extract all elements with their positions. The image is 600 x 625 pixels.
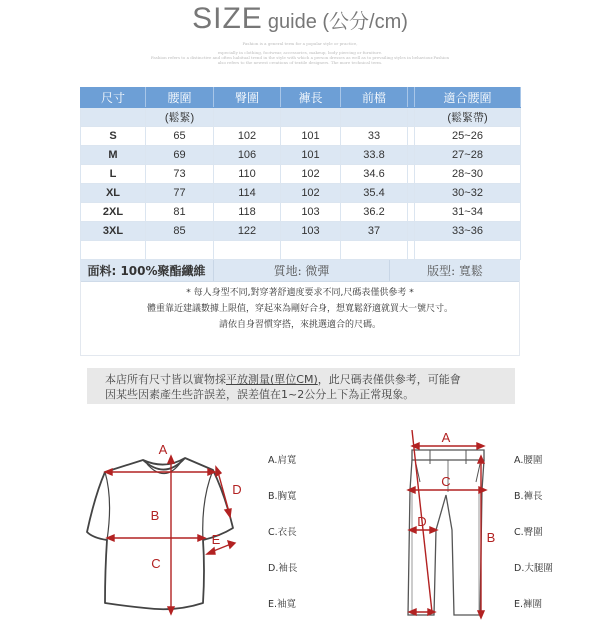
- filler-line-2: especially in clothing, footwear, accessories, makeup, body piercing or furniture.: [217, 50, 383, 55]
- pants-diagram: [400, 430, 500, 620]
- title-guide: guide (公分/cm): [267, 11, 408, 33]
- cell-fit-waist: 25~26: [415, 127, 521, 146]
- header-length: 褲長: [281, 88, 341, 108]
- tshirt-legend-d: D.袖長: [268, 563, 298, 574]
- subheader-cell: [81, 108, 146, 127]
- cell-hip: 118: [214, 203, 281, 222]
- table-row: [81, 184, 521, 203]
- pants-legend-c: C.臀圍: [514, 527, 543, 538]
- cell-length: 101: [281, 146, 341, 165]
- cell-spacer: [408, 222, 415, 241]
- table-row: [81, 127, 521, 146]
- subheader-cell: [214, 108, 281, 127]
- cell-fit-waist: 33~36: [415, 222, 521, 241]
- table-row: [81, 203, 521, 222]
- cell-spacer: [408, 184, 415, 203]
- disclaimer-text: 本店所有尺寸皆以實物採: [105, 373, 226, 386]
- cell-rise: 34.6: [341, 165, 408, 184]
- table-row: [81, 222, 521, 241]
- pants-legend-b: B.褲長: [514, 491, 543, 502]
- empty-cell: [81, 241, 146, 260]
- table-row: [81, 165, 521, 184]
- cell-fit-waist: 30~32: [415, 184, 521, 203]
- note-line-3: 請依自身習慣穿搭，來挑選適合的尺碼。: [218, 320, 381, 330]
- cell-length: 103: [281, 222, 341, 241]
- cell-fit-waist: 27~28: [415, 146, 521, 165]
- disclaimer-text: ，此尺碼表僅供參考，可能會: [317, 373, 461, 386]
- disclaimer-line-2: 因某些因素產生些許誤差，誤差值在1~2公分上下為正常現象。: [105, 388, 415, 401]
- cell-length: 101: [281, 127, 341, 146]
- tshirt-label-d: D: [232, 482, 242, 497]
- size-table: [80, 87, 521, 260]
- cell-spacer: [408, 165, 415, 184]
- fabric-texture: 質地: 微彈: [214, 260, 390, 281]
- empty-cell: [214, 241, 281, 260]
- cell-spacer: [408, 127, 415, 146]
- filler-line-3: Fashion refers to a distinctive and often habitual trend in the style with which a person dresses as well as to prevailing styles in behaviour.Fashion: [150, 55, 450, 60]
- tshirt-label-b: B: [150, 508, 160, 523]
- cell-rise: 35.4: [341, 184, 408, 203]
- subheader-cell: [408, 108, 415, 127]
- tshirt-legend-a: A.肩寬: [268, 455, 297, 466]
- cell-size: XL: [81, 184, 146, 203]
- empty-cell: [415, 241, 521, 260]
- cell-size: S: [81, 127, 146, 146]
- cell-hip: 102: [214, 127, 281, 146]
- pants-label-c: C: [441, 474, 451, 489]
- pants-legend-a: A.腰圍: [514, 455, 543, 466]
- cell-length: 102: [281, 165, 341, 184]
- cell-hip: 114: [214, 184, 281, 203]
- tshirt-label-a: A: [158, 442, 168, 457]
- tshirt-legend-c: C.衣長: [268, 527, 297, 538]
- header-hip: 臀圍: [214, 88, 281, 108]
- cell-size: L: [81, 165, 146, 184]
- cell-waist: 85: [146, 222, 214, 241]
- filler-line-4: also refers to the newest creations of textile designers. The more technical term.: [217, 60, 383, 65]
- cell-rise: 37: [341, 222, 408, 241]
- header-spacer: [408, 88, 415, 108]
- note-line-2: 體重靠近建議數據上限值，穿起來為剛好合身，想寬鬆舒適就買大一號尺寸。: [146, 304, 453, 314]
- table-empty-row: [81, 241, 521, 260]
- empty-cell: [281, 241, 341, 260]
- subheader-fit-waist: (鬆緊帶): [415, 108, 521, 127]
- cell-hip: 106: [214, 146, 281, 165]
- measurement-disclaimer: [87, 368, 515, 404]
- header-fit-waist: 適合腰圍: [415, 88, 521, 108]
- disclaimer-line-1: [105, 372, 515, 387]
- cell-waist: 69: [146, 146, 214, 165]
- pants-label-a: A: [441, 430, 451, 445]
- cell-fit-waist: 28~30: [415, 165, 521, 184]
- header-waist: 腰圍: [146, 88, 214, 108]
- empty-cell: [146, 241, 214, 260]
- pants-legend-e: E.褲圍: [514, 599, 543, 610]
- fabric-material: 面料: 100%聚酯纖維: [80, 260, 214, 281]
- header-size: 尺寸: [81, 88, 146, 108]
- cell-waist: 73: [146, 165, 214, 184]
- fabric-fit: 版型: 寬鬆: [427, 264, 483, 278]
- tshirt-label-e: E: [211, 532, 221, 547]
- cell-size: M: [81, 146, 146, 165]
- cell-fit-waist: 31~34: [415, 203, 521, 222]
- cell-length: 103: [281, 203, 341, 222]
- table-header-row: [81, 88, 521, 108]
- cell-rise: 36.2: [341, 203, 408, 222]
- tshirt-label-c: C: [151, 556, 161, 571]
- cell-spacer: [408, 146, 415, 165]
- cell-rise: 33: [341, 127, 408, 146]
- cell-length: 102: [281, 184, 341, 203]
- cell-rise: 33.8: [341, 146, 408, 165]
- tshirt-legend-e: E.袖寬: [268, 599, 297, 610]
- cell-waist: 77: [146, 184, 214, 203]
- cell-waist: 81: [146, 203, 214, 222]
- empty-cell: [341, 241, 408, 260]
- subheader-waist: (鬆緊): [146, 108, 214, 127]
- tshirt-legend-b: B.胸寬: [268, 491, 297, 502]
- title-size: SIZE: [192, 2, 263, 35]
- pants-legend-d: D.大腿圍: [514, 563, 553, 574]
- cell-hip: 110: [214, 165, 281, 184]
- cell-spacer: [408, 203, 415, 222]
- cell-size: 3XL: [81, 222, 146, 241]
- tshirt-diagram: [85, 440, 255, 620]
- note-line-1: * 每人身型不同,對穿著舒適度要求不同,尺碼表僅供參考 *: [186, 288, 414, 298]
- size-notes: [80, 281, 520, 356]
- page-title: [0, 2, 600, 36]
- cell-hip: 122: [214, 222, 281, 241]
- subheader-cell: [281, 108, 341, 127]
- empty-cell: [408, 241, 415, 260]
- disclaimer-underlined: 平放測量(單位CM): [226, 373, 318, 386]
- table-row: [81, 146, 521, 165]
- cell-waist: 65: [146, 127, 214, 146]
- pants-label-d: D: [417, 514, 427, 529]
- filler-line-1: Fashion is a general term for a popular style or practice,: [242, 41, 358, 46]
- subheader-cell: [341, 108, 408, 127]
- fabric-row: [80, 260, 520, 282]
- header-rise: 前檔: [341, 88, 408, 108]
- cell-size: 2XL: [81, 203, 146, 222]
- pants-label-b: B: [486, 530, 496, 545]
- table-subheader-row: [81, 108, 521, 127]
